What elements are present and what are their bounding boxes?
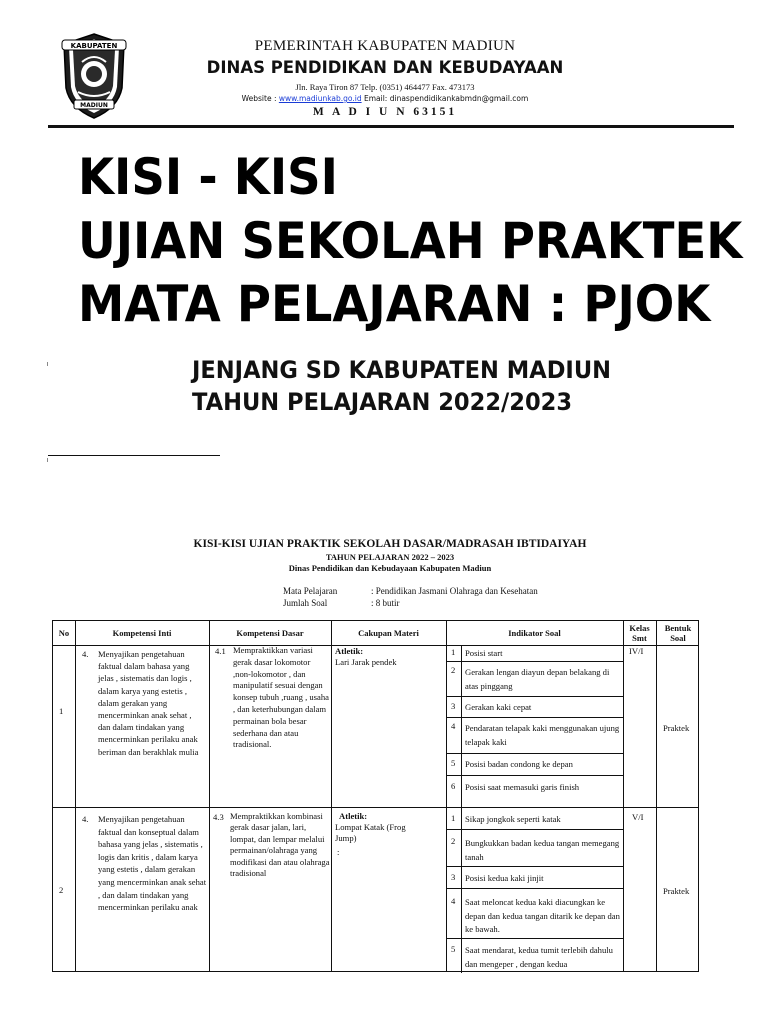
row-divider — [53, 807, 698, 808]
col-header-kd: Kompetensi Dasar — [236, 628, 304, 638]
margin-mark — [47, 362, 48, 366]
ind-number: 6 — [451, 781, 456, 791]
materi-title: Atletik: — [335, 646, 364, 656]
col-divider — [656, 621, 657, 971]
ind-number-divider — [461, 807, 462, 973]
kd-number: 4.3 — [213, 812, 224, 822]
title-mata-pelajaran: MATA PELAJARAN : PJOK — [78, 275, 711, 333]
indikator-text: Pendaratan telapak kaki menggunakan ujung telapak kaki — [465, 723, 620, 747]
table-year: TAHUN PELAJARAN 2022 – 2023 — [325, 552, 455, 562]
meta-mapel — [283, 586, 538, 596]
ind-divider — [446, 753, 624, 754]
kelas-smt: V/I — [632, 812, 644, 822]
bentuk-soal: Praktek — [663, 886, 690, 896]
row-number: 2 — [59, 885, 64, 895]
ind-number: 5 — [451, 758, 456, 768]
website-link[interactable]: www.madiunkab.go.id — [278, 94, 362, 103]
col-header-materi: Cakupan Materi — [358, 628, 419, 638]
ind-number: 3 — [451, 701, 456, 711]
col-header-bentuk: Bentuk Soal — [664, 623, 692, 643]
ind-divider — [446, 888, 624, 889]
kd-number: 4.1 — [215, 646, 226, 656]
indikator-text: Sikap jongkok seperti katak — [465, 814, 561, 824]
logo-text-bottom: MADIUN — [80, 102, 108, 109]
kd-text: Mempraktikkan kombinasi gerak dasar jalan, lari, lompat, dan lempar melalui permainan/olahraga yang modifikasi dan atau olahraga tradisional — [230, 811, 330, 879]
ind-divider — [446, 775, 624, 776]
ind-number: 2 — [451, 665, 456, 675]
indikator-text: Saat mendarat, kedua tumit terlebih dahulu dan mengeper , dengan kedua — [465, 945, 613, 969]
indikator-text: Posisi kedua kaki jinjit — [465, 873, 544, 883]
title-ujian-sekolah: UJIAN SEKOLAH PRAKTEK — [78, 212, 743, 270]
city-postcode: M A D I U N 63151 — [312, 106, 458, 118]
ind-divider — [446, 717, 624, 718]
indikator-text: Posisi start — [465, 648, 503, 658]
ind-number: 3 — [451, 872, 456, 882]
agency-name: DINAS PENDIDIKAN DAN KEBUDAYAAN — [206, 58, 564, 77]
ind-divider — [446, 696, 624, 697]
col-header-kelas: Kelas Smt — [629, 623, 650, 643]
ki-text: Menyajikan pengetahuan faktual dalam bahasa yang jelas , sistematis dan logis , dalam karya yang estetis , dalam gerakan yang mencerminkan anak sehat , dan dalam tindakan yang mencerminkan perilaku anak beriman dan berakhlak mulia — [98, 649, 199, 757]
meta-soal-key: Jumlah Soal — [283, 598, 328, 608]
government-name: PEMERINTAH KABUPATEN MADIUN — [254, 38, 516, 54]
kd-text: Mempraktikkan variasi gerak dasar lokomotor ,non-lokomotor , dan manipulatif sesuai dengan konsep tubuh ,ruang , usaha , dan keterhubungan dalam permainan bola besar sederhana dan atau tradisional. — [233, 645, 329, 750]
indikator-text: Bungkukkan badan kedua tangan memegang tanah — [465, 838, 620, 862]
bentuk-soal: Praktek — [663, 723, 690, 733]
indikator-text: Gerakan lengan diayun depan belakang di atas pinggang — [465, 667, 610, 691]
website-label: Website : — [241, 94, 277, 103]
ki-number: 4. — [82, 814, 89, 824]
header-divider — [53, 645, 698, 646]
title-kisi-kisi: KISI - KISI — [78, 148, 338, 206]
ki-number: 4. — [82, 649, 89, 659]
subtitle-tahun: TAHUN PELAJARAN 2022/2023 — [192, 388, 573, 416]
col-header-ki: Kompetensi Inti — [112, 628, 172, 638]
meta-mapel-value: : Pendidikan Jasmani Olahraga dan Kesehatan — [371, 586, 538, 596]
ind-number: 5 — [451, 944, 456, 954]
ind-number: 4 — [451, 721, 456, 731]
agency-contact — [170, 94, 600, 103]
ind-divider — [446, 829, 624, 830]
col-header-no: No — [58, 628, 70, 638]
ind-divider — [446, 866, 624, 867]
meta-mapel-key: Mata Pelajaran — [283, 586, 338, 596]
subtitle-jenjang: JENJANG SD KABUPATEN MADIUN — [192, 356, 612, 384]
col-divider — [75, 621, 76, 971]
table-title: KISI-KISI UJIAN PRAKTIK SEKOLAH DASAR/MADRASAH IBTIDAIYAH — [193, 538, 587, 550]
kelas-smt: IV/I — [629, 646, 644, 656]
materi-text: Lari Jarak pendek — [335, 657, 397, 667]
ind-number: 4 — [451, 896, 456, 906]
row-number: 1 — [59, 706, 64, 716]
materi-title: Atletik: — [339, 811, 368, 821]
ki-text: Menyajikan pengetahuan faktual dan konseptual dalam bahasa yang jelas , sistematis , logis dan kritis , dalam karya yang estetis , dalam gerakan yang mencerminkan anak sehat , dan dalam tindakan yang mencerminkan perilaku anak — [98, 814, 207, 913]
ind-number-divider — [461, 645, 462, 807]
short-divider — [48, 455, 220, 456]
col-divider — [331, 621, 332, 971]
meta-jumlah-soal — [283, 598, 400, 608]
ind-number: 2 — [451, 836, 456, 846]
ind-divider — [446, 938, 624, 939]
indikator-text: Posisi badan condong ke depan — [465, 759, 573, 769]
materi-extra: : — [337, 847, 340, 857]
indikator-text: Gerakan kaki cepat — [465, 702, 532, 712]
col-divider — [623, 621, 624, 971]
table-office: Dinas Pendidikan dan Kebudayaan Kabupaten Madiun — [288, 563, 492, 573]
materi-text: Lompat Katak (Frog Jump) — [335, 822, 406, 843]
meta-soal-value: : 8 butir — [371, 598, 400, 608]
ind-number: 1 — [451, 647, 456, 657]
col-divider — [209, 621, 210, 971]
agency-address: Jln. Raya Tiron 87 Telp. (0351) 464477 Fax. 473173 — [295, 82, 475, 92]
margin-mark — [47, 458, 48, 462]
ind-divider — [446, 661, 624, 662]
col-header-indikator: Indikator Soal — [508, 628, 561, 638]
letterhead-divider — [48, 125, 734, 128]
email-text: Email: dinaspendidikankabmdn@gmail.com — [364, 94, 529, 103]
kisi-kisi-table — [52, 620, 699, 972]
kabupaten-madiun-logo — [58, 30, 130, 122]
logo-text-top: KABUPATEN — [70, 42, 118, 50]
col-divider — [446, 621, 447, 971]
indikator-text: Posisi saat memasuki garis finish — [465, 782, 580, 792]
indikator-text: Saat meloncat kedua kaki diacungkan ke depan dan kedua tangan ditarik ke depan dan ke bawah. — [465, 897, 620, 934]
ind-number: 1 — [451, 813, 456, 823]
